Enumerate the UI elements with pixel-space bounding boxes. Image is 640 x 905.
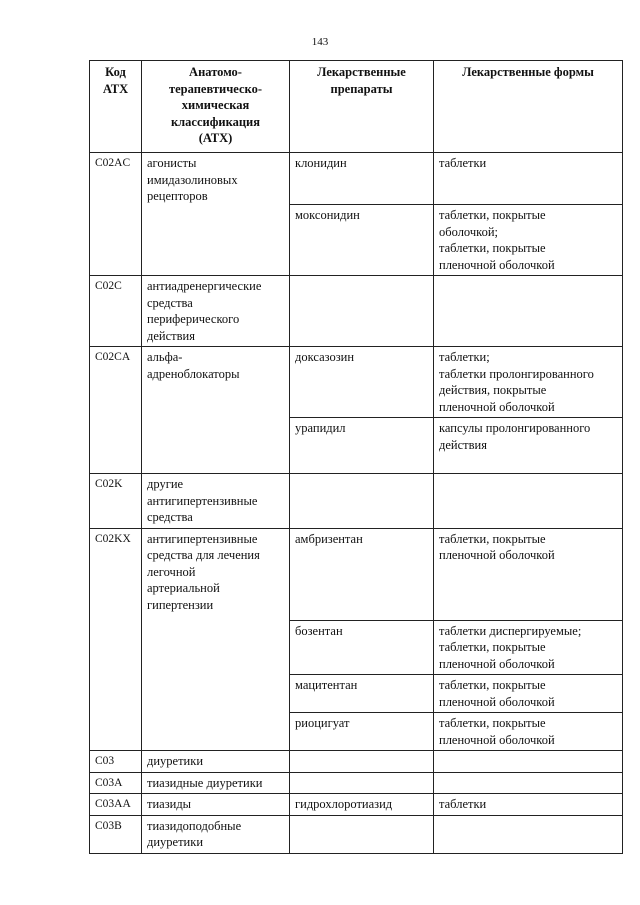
drug-name-cell	[290, 474, 434, 529]
atc-class-line: диуретики	[147, 835, 204, 849]
dosage-form-line: таблетки	[439, 797, 487, 811]
atc-code-cell: C03AA	[90, 794, 142, 816]
header-drugs-line: препараты	[330, 81, 393, 96]
header-drugs	[290, 61, 434, 153]
atc-class-line: рецепторов	[147, 189, 208, 203]
dosage-form-line: таблетки диспергируемые;	[439, 623, 582, 638]
atc-code-cell: C03A	[90, 772, 142, 794]
dosage-form-line: таблетки, покрытые	[439, 241, 546, 255]
table-row	[90, 794, 623, 816]
header-code-line: АТХ	[102, 81, 129, 96]
atc-class-line: тиазидные диуретики	[147, 775, 263, 790]
atc-code-cell: C02C	[90, 276, 142, 347]
dosage-forms-cell	[434, 528, 623, 620]
table-row	[90, 815, 623, 853]
atc-class-line: артериальной	[147, 581, 220, 595]
table-header-row	[90, 61, 623, 153]
dosage-forms-cell	[434, 751, 623, 773]
dosage-forms-cell	[434, 815, 623, 853]
dosage-form-line: пленочной оболочкой	[439, 399, 555, 414]
dosage-forms-cell	[434, 205, 623, 276]
dosage-form-line: капсулы пролонгированного	[439, 421, 591, 435]
dosage-form-line: таблетки, покрытые	[439, 640, 546, 654]
dosage-form-line: таблетки, покрытые	[439, 678, 546, 692]
atc-code-cell: C02K	[90, 474, 142, 529]
atc-code-cell: C03B	[90, 815, 142, 853]
dosage-form-line: таблетки, покрытые	[439, 531, 546, 546]
drug-name-cell: бозентан	[290, 620, 434, 675]
table-row	[90, 751, 623, 773]
atc-class-cell	[142, 153, 290, 276]
atc-class-line: другие	[147, 477, 184, 491]
atc-class-line: средства	[147, 295, 193, 310]
atc-class-line: средства для лечения	[147, 548, 260, 562]
drug-name-cell: урапидил	[290, 418, 434, 474]
atc-code-cell: C02AC	[90, 153, 142, 276]
dosage-form-line: действия, покрытые	[439, 383, 547, 397]
drug-name-cell: клонидин	[290, 153, 434, 205]
dosage-forms-cell	[434, 772, 623, 794]
atc-class-line: антигипертензивные	[147, 531, 258, 546]
dosage-form-line: пленочной оболочкой	[439, 257, 555, 272]
atc-class-cell	[142, 474, 290, 529]
header-drugs-line: Лекарственные	[317, 65, 406, 79]
dosage-forms-cell	[434, 153, 623, 205]
dosage-form-line: таблетки, покрытые	[439, 208, 546, 222]
atc-class-line: средства	[147, 510, 193, 524]
atc-class-line: агонисты	[147, 156, 197, 170]
dosage-form-line: таблетки	[439, 156, 487, 170]
header-atc-line: терапевтическо-	[168, 81, 262, 96]
atc-drug-table	[89, 60, 623, 854]
atc-class-cell	[142, 794, 290, 816]
dosage-form-line: таблетки пролонгированного	[439, 366, 594, 381]
drug-name-cell	[290, 772, 434, 794]
table-row	[90, 528, 623, 620]
atc-class-line: периферического	[147, 312, 240, 326]
dosage-form-line: пленочной оболочкой	[439, 656, 555, 671]
atc-code-cell: C02CA	[90, 347, 142, 474]
atc-class-cell	[142, 815, 290, 853]
header-atc-line: (АТХ)	[198, 131, 233, 145]
header-atc-classification	[142, 61, 290, 153]
header-atc-line: химическая	[181, 98, 250, 112]
header-code-line: Код	[105, 65, 126, 79]
header-atc-line: классификация	[170, 114, 261, 129]
header-code	[90, 61, 142, 153]
dosage-form-line: действия	[439, 437, 487, 452]
table-body	[90, 153, 623, 854]
atc-class-line: имидазолиновых	[147, 172, 238, 187]
table-row	[90, 153, 623, 205]
atc-class-line: гипертензии	[147, 597, 214, 612]
dosage-forms-cell	[434, 418, 623, 474]
atc-class-line: легочной	[147, 564, 196, 579]
drug-name-cell	[290, 276, 434, 347]
dosage-forms-cell	[434, 675, 623, 713]
atc-class-line: тиазиды	[147, 797, 192, 811]
dosage-forms-cell	[434, 347, 623, 418]
atc-class-line: адреноблокаторы	[147, 366, 240, 381]
page-number: 143	[311, 36, 329, 48]
table-row	[90, 772, 623, 794]
drug-name-cell	[290, 751, 434, 773]
table-row	[90, 276, 623, 347]
atc-class-cell	[142, 772, 290, 794]
table-row	[90, 347, 623, 418]
dosage-form-line: таблетки, покрытые	[439, 716, 546, 730]
header-atc-line: Анатомо-	[189, 65, 242, 79]
table-row	[90, 474, 623, 529]
drug-name-cell	[290, 815, 434, 853]
atc-code-cell: C03	[90, 751, 142, 773]
drug-name-cell: моксонидин	[290, 205, 434, 276]
drug-name-cell: риоцигуат	[290, 713, 434, 751]
header-dosage-forms: Лекарственные формы	[434, 61, 623, 153]
atc-class-line: тиазидоподобные	[147, 818, 242, 833]
dosage-form-line: таблетки;	[439, 350, 490, 364]
atc-class-cell	[142, 276, 290, 347]
atc-class-line: антигипертензивные	[147, 493, 258, 508]
atc-code-cell: C02KX	[90, 528, 142, 751]
dosage-forms-cell	[434, 713, 623, 751]
atc-class-cell	[142, 528, 290, 751]
dosage-form-line: пленочной оболочкой	[439, 732, 555, 747]
dosage-form-line: пленочной оболочкой	[439, 694, 555, 709]
atc-class-line: диуретики	[147, 754, 204, 768]
dosage-form-line: пленочной оболочкой	[439, 548, 555, 562]
drug-name-cell: мацитентан	[290, 675, 434, 713]
atc-class-line: альфа-	[147, 350, 183, 364]
dosage-forms-cell	[434, 276, 623, 347]
dosage-forms-cell	[434, 794, 623, 816]
drug-name-cell: гидрохлоротиазид	[290, 794, 434, 816]
drug-name-cell: амбризентан	[290, 528, 434, 620]
dosage-forms-cell	[434, 620, 623, 675]
atc-class-line: антиадренергические	[147, 279, 262, 293]
dosage-forms-cell	[434, 474, 623, 529]
atc-class-cell	[142, 347, 290, 474]
dosage-form-line: оболочкой;	[439, 224, 498, 239]
atc-class-line: действия	[147, 328, 195, 343]
atc-class-cell	[142, 751, 290, 773]
drug-name-cell: доксазозин	[290, 347, 434, 418]
